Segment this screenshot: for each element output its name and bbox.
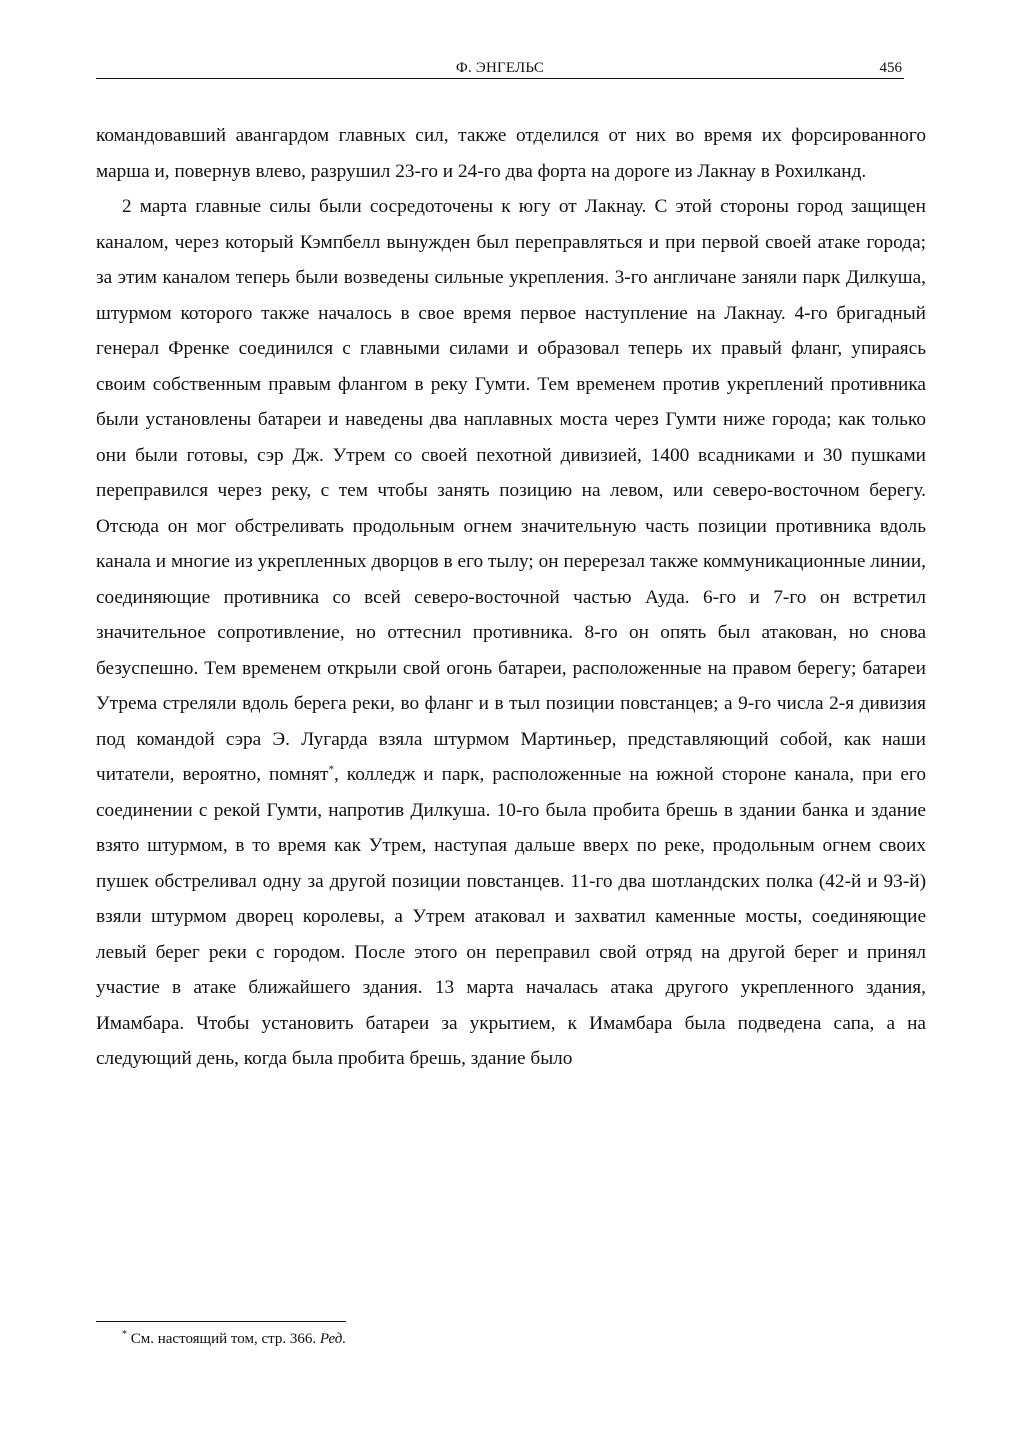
main-text bbox=[96, 118, 926, 1077]
paragraph-text: , колледж и парк, расположенные на южной стороне канала, при его соединении с рекой Гумти, напротив Дилкуша. 10-го была пробита брешь в здании банка и здание взято штурмом, в то время как Утрем, наступая дальше вверх по реке, продольным огнем своих пушек обстреливал одну за другой позиции повстанцев. 11-го два шотландских полка (42-й и 93-й) взяли штурмом дворец королевы, а Утрем атаковал и захватил каменные мосты, соединяющие левый берег реки с городом. После этого он переправил свой отряд на другой берег и принял участие в атаке ближайшего здания. 13 марта началась атака другого укрепленного здания, Имамбара. Чтобы установить батареи за укрытием, к Имамбара была подведена сапа, а на следующий день, когда была пробита брешь, здание было bbox=[96, 764, 926, 1069]
running-header bbox=[96, 58, 904, 79]
footnote-mark: * bbox=[122, 1329, 127, 1340]
footnote-divider bbox=[96, 1321, 346, 1322]
paragraph: командовавший авангардом главных сил, также отделился от них во время их форсированного марша и, повернув влево, разрушил 23-го и 24-го два форта на дороге из Лакнау в Рохилканд. bbox=[96, 125, 926, 182]
paragraph-text: 2 марта главные силы были сосредоточены к югу от Лакнау. С этой стороны город защищен каналом, через который Кэмпбелл вынужден был переправляться и при первой своей атаке города; за этим каналом теперь были возведены сильные укрепления. 3-го англичане заняли парк Дилкуша, штурмом которого также началось в свое время первое наступление на Лакнау. 4-го бригадный генерал Френке соединился с главными силами и образовал теперь их правый фланг, упираясь своим собственным правым флангом в реку Гумти. Тем временем против укреплений противника были установлены батареи и наведены два наплавных моста через Гумти ниже города; как только они были готовы, сэр Дж. Утрем со своей пехотной дивизией, 1400 всадниками и 30 пушками переправился через реку, с тем чтобы занять позицию на левом, или северо-восточном берегу. Отсюда он мог обстреливать продольным огнем значительную часть позиции противника вдоль канала и многие из укрепленных дворцов в его тылу; он перерезал также коммуникационные линии, соединяющие противника со всей северо-восточной частью Ауда. 6-го и 7-го он встретил значительное сопротивление, но оттеснил противника. 8-го он опять был атакован, но снова безуспешно. Тем временем открыли свой огонь батареи, расположенные на правом берегу; батареи Утрема стреляли вдоль берега реки, во фланг и в тыл позиции повстанцев; а 9-го числа 2-я дивизия под командой сэра Э. Лугарда взяла штурмом Мартиньер, представляющий собой, как наши читатели, вероятно, помнят bbox=[96, 196, 926, 785]
running-header-author: Ф. ЭНГЕЛЬС bbox=[455, 60, 545, 76]
footnote-editor-note: Ред. bbox=[319, 1331, 347, 1347]
footnote bbox=[122, 1329, 346, 1349]
paragraph bbox=[96, 189, 926, 1077]
page-number: 456 bbox=[879, 60, 902, 76]
footnote-text: См. настоящий том, стр. 366. bbox=[127, 1331, 320, 1347]
footnote-reference: * bbox=[328, 763, 334, 776]
